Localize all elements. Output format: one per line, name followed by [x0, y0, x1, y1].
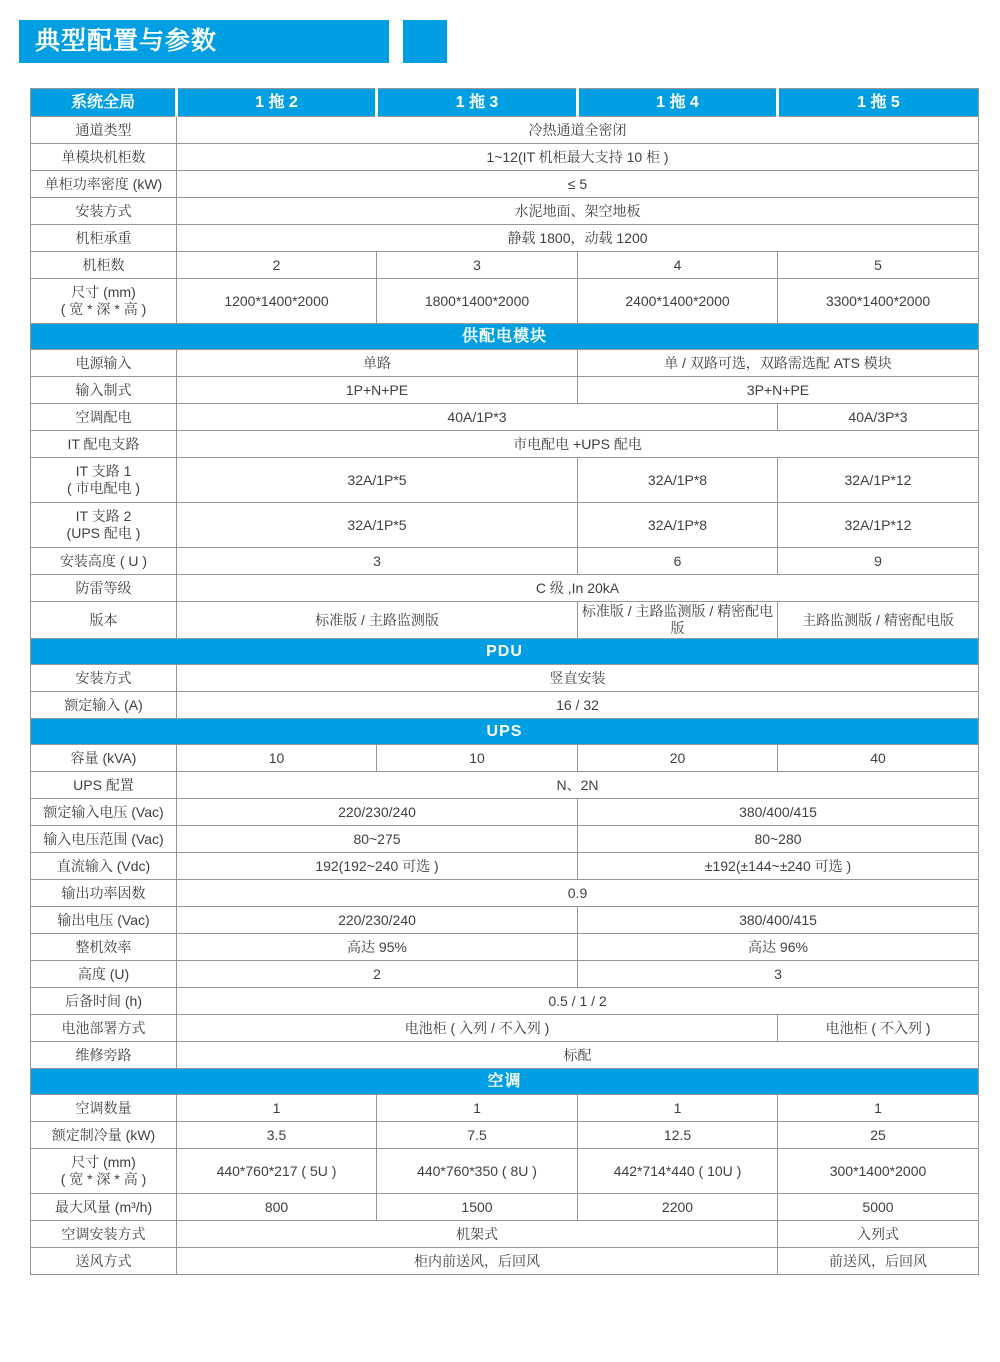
- row-label: 通道类型: [31, 117, 177, 144]
- row-label: 单模块机柜数: [31, 144, 177, 171]
- spec-cell: 20: [578, 745, 778, 772]
- table-row: [31, 799, 979, 826]
- spec-cell: 10: [177, 745, 377, 772]
- spec-cell: ±192(±144~±240 可选 ): [578, 853, 979, 880]
- row-label: 电池部署方式: [31, 1015, 177, 1042]
- row-label: 送风方式: [31, 1248, 177, 1275]
- spec-cell: 40: [778, 745, 979, 772]
- spec-cell: 1P+N+PE: [177, 377, 578, 404]
- row-label: 最大风量 (m³/h): [31, 1194, 177, 1221]
- spec-cell: 0.9: [177, 880, 979, 907]
- row-label-line1: 尺寸 (mm): [71, 284, 136, 300]
- row-label: 安装方式: [31, 198, 177, 225]
- spec-cell: 32A/1P*5: [177, 458, 578, 503]
- table-row: [31, 1149, 979, 1194]
- row-label: IT 配电支路: [31, 431, 177, 458]
- table-row: [31, 377, 979, 404]
- table-row: [31, 117, 979, 144]
- row-label: 版本: [31, 602, 177, 639]
- row-label: 输出功率因数: [31, 880, 177, 907]
- spec-cell: 9: [778, 548, 979, 575]
- row-label-line2: ( 宽 * 深 * 高 ): [60, 301, 147, 317]
- section-row: [31, 639, 979, 665]
- spec-cell: 水泥地面、架空地板: [177, 198, 979, 225]
- spec-cell: 3: [578, 961, 979, 988]
- spec-cell: 2: [177, 252, 377, 279]
- page-title: 典型配置与参数: [35, 27, 218, 55]
- column-header: 1 拖 5: [778, 89, 979, 117]
- table-row: [31, 458, 979, 503]
- spec-cell: 6: [578, 548, 778, 575]
- table-row: [31, 548, 979, 575]
- table-row: [31, 350, 979, 377]
- row-label: 空调数量: [31, 1095, 177, 1122]
- row-label: 安装高度 ( U ): [31, 548, 177, 575]
- table-row: [31, 853, 979, 880]
- spec-cell: 40A/3P*3: [778, 404, 979, 431]
- spec-cell: 2400*1400*2000: [578, 279, 778, 324]
- spec-cell: 220/230/240: [177, 907, 578, 934]
- spec-cell: 1~12(IT 机柜最大支持 10 柜 ): [177, 144, 979, 171]
- table-row: [31, 171, 979, 198]
- spec-cell: 静载 1800，动载 1200: [177, 225, 979, 252]
- row-label-line1: 尺寸 (mm): [71, 1154, 136, 1170]
- title-accent-square: [403, 20, 447, 63]
- spec-cell: 1: [578, 1095, 778, 1122]
- row-label: 空调配电: [31, 404, 177, 431]
- spec-cell: 电池柜 ( 不入列 ): [778, 1015, 979, 1042]
- spec-cell: 机架式: [177, 1221, 778, 1248]
- spec-cell: ≤ 5: [177, 171, 979, 198]
- spec-cell: 32A/1P*12: [778, 458, 979, 503]
- spec-cell: 2200: [578, 1194, 778, 1221]
- row-label: [31, 279, 177, 324]
- row-label: 空调安装方式: [31, 1221, 177, 1248]
- spec-cell: 标准版 / 主路监测版: [177, 602, 578, 639]
- row-label: UPS 配置: [31, 772, 177, 799]
- table-row: [31, 404, 979, 431]
- spec-cell: 12.5: [578, 1122, 778, 1149]
- spec-cell: 前送风，后回风: [778, 1248, 979, 1275]
- section-banner: PDU: [31, 639, 979, 665]
- column-header-label: 系统全局: [31, 89, 177, 117]
- spec-cell: 标配: [177, 1042, 979, 1069]
- row-label-line1: IT 支路 1: [75, 463, 132, 479]
- spec-cell: 25: [778, 1122, 979, 1149]
- spec-cell: 10: [377, 745, 578, 772]
- row-label: 防雷等级: [31, 575, 177, 602]
- table-row: [31, 934, 979, 961]
- spec-cell: 5: [778, 252, 979, 279]
- spec-cell: 0.5 / 1 / 2: [177, 988, 979, 1015]
- table-row: [31, 279, 979, 324]
- row-label-line2: ( 宽 * 深 * 高 ): [60, 1171, 147, 1187]
- row-label-line2: (UPS 配电 ): [66, 525, 141, 541]
- table-row: [31, 907, 979, 934]
- spec-cell: 220/230/240: [177, 799, 578, 826]
- column-header: 1 拖 4: [578, 89, 778, 117]
- page-title-banner: [19, 20, 389, 63]
- spec-cell: 竖直安装: [177, 665, 979, 692]
- row-label: [31, 503, 177, 548]
- section-banner: 空调: [31, 1069, 979, 1095]
- row-label: 额定输入电压 (Vac): [31, 799, 177, 826]
- table-row: [31, 961, 979, 988]
- table-row: [31, 1248, 979, 1275]
- row-label: 高度 (U): [31, 961, 177, 988]
- table-row: [31, 1042, 979, 1069]
- table-row: [31, 988, 979, 1015]
- section-banner: UPS: [31, 719, 979, 745]
- table-row: [31, 880, 979, 907]
- spec-cell: 380/400/415: [578, 799, 979, 826]
- spec-cell: 3300*1400*2000: [778, 279, 979, 324]
- row-label: 单柜功率密度 (kW): [31, 171, 177, 198]
- table-row: [31, 252, 979, 279]
- table-header-row: [31, 89, 979, 117]
- row-label: 输入制式: [31, 377, 177, 404]
- table-row: [31, 225, 979, 252]
- spec-cell: 32A/1P*8: [578, 503, 778, 548]
- row-label: 安装方式: [31, 665, 177, 692]
- spec-cell: 标准版 / 主路监测版 / 精密配电版: [578, 602, 778, 639]
- spec-cell: 1500: [377, 1194, 578, 1221]
- spec-cell: 16 / 32: [177, 692, 979, 719]
- spec-cell: 单 / 双路可选，双路需选配 ATS 模块: [578, 350, 979, 377]
- row-label: [31, 1149, 177, 1194]
- spec-cell: 32A/1P*8: [578, 458, 778, 503]
- spec-cell: 300*1400*2000: [778, 1149, 979, 1194]
- table-row: [31, 692, 979, 719]
- table-row: [31, 503, 979, 548]
- row-label: 输入电压范围 (Vac): [31, 826, 177, 853]
- row-label: 机柜数: [31, 252, 177, 279]
- row-label: 整机效率: [31, 934, 177, 961]
- spec-cell: 主路监测版 / 精密配电版: [778, 602, 979, 639]
- table-row: [31, 198, 979, 225]
- spec-cell: 电池柜 ( 入列 / 不入列 ): [177, 1015, 778, 1042]
- table-row: [31, 144, 979, 171]
- column-header: 1 拖 3: [377, 89, 578, 117]
- table-row: [31, 1221, 979, 1248]
- spec-cell: 入列式: [778, 1221, 979, 1248]
- spec-table: [30, 88, 979, 1275]
- spec-cell: 7.5: [377, 1122, 578, 1149]
- spec-cell: 192(192~240 可选 ): [177, 853, 578, 880]
- row-label: 输出电压 (Vac): [31, 907, 177, 934]
- table-row: [31, 602, 979, 639]
- spec-cell: 3: [177, 548, 578, 575]
- table-row: [31, 772, 979, 799]
- spec-cell: 1200*1400*2000: [177, 279, 377, 324]
- row-label: 后备时间 (h): [31, 988, 177, 1015]
- spec-cell: 1: [177, 1095, 377, 1122]
- spec-cell: 32A/1P*5: [177, 503, 578, 548]
- spec-cell: 4: [578, 252, 778, 279]
- column-header: 1 拖 2: [177, 89, 377, 117]
- table-row: [31, 1122, 979, 1149]
- row-label-line1: IT 支路 2: [75, 508, 132, 524]
- row-label: 维修旁路: [31, 1042, 177, 1069]
- row-label: 电源输入: [31, 350, 177, 377]
- row-label: 直流输入 (Vdc): [31, 853, 177, 880]
- row-label: 额定制冷量 (kW): [31, 1122, 177, 1149]
- spec-cell: 2: [177, 961, 578, 988]
- table-row: [31, 826, 979, 853]
- table-row: [31, 431, 979, 458]
- spec-cell: 3: [377, 252, 578, 279]
- row-label-line2: ( 市电配电 ): [66, 480, 141, 496]
- spec-cell: 冷热通道全密闭: [177, 117, 979, 144]
- spec-cell: 40A/1P*3: [177, 404, 778, 431]
- table-row: [31, 745, 979, 772]
- row-label: 机柜承重: [31, 225, 177, 252]
- spec-cell: 442*714*440 ( 10U ): [578, 1149, 778, 1194]
- spec-cell: 柜内前送风，后回风: [177, 1248, 778, 1275]
- spec-cell: 1: [778, 1095, 979, 1122]
- spec-cell: 32A/1P*12: [778, 503, 979, 548]
- spec-cell: 3.5: [177, 1122, 377, 1149]
- spec-cell: 5000: [778, 1194, 979, 1221]
- spec-cell: 1: [377, 1095, 578, 1122]
- row-label: 额定输入 (A): [31, 692, 177, 719]
- row-label: [31, 458, 177, 503]
- spec-cell: 高达 95%: [177, 934, 578, 961]
- spec-cell: 单路: [177, 350, 578, 377]
- spec-cell: C 级 ,In 20kA: [177, 575, 979, 602]
- row-label: 容量 (kVA): [31, 745, 177, 772]
- spec-cell: 80~280: [578, 826, 979, 853]
- spec-cell: 市电配电 +UPS 配电: [177, 431, 979, 458]
- spec-cell: 1800*1400*2000: [377, 279, 578, 324]
- spec-cell: 800: [177, 1194, 377, 1221]
- section-banner: 供配电模块: [31, 324, 979, 350]
- spec-cell: 380/400/415: [578, 907, 979, 934]
- spec-cell: 440*760*217 ( 5U ): [177, 1149, 377, 1194]
- section-row: [31, 324, 979, 350]
- table-row: [31, 1015, 979, 1042]
- table-row: [31, 1095, 979, 1122]
- spec-cell: N、2N: [177, 772, 979, 799]
- table-row: [31, 1194, 979, 1221]
- spec-cell: 80~275: [177, 826, 578, 853]
- table-row: [31, 665, 979, 692]
- page-header: [19, 20, 447, 63]
- table-row: [31, 575, 979, 602]
- spec-cell: 高达 96%: [578, 934, 979, 961]
- spec-cell: 440*760*350 ( 8U ): [377, 1149, 578, 1194]
- spec-cell: 3P+N+PE: [578, 377, 979, 404]
- section-row: [31, 719, 979, 745]
- section-row: [31, 1069, 979, 1095]
